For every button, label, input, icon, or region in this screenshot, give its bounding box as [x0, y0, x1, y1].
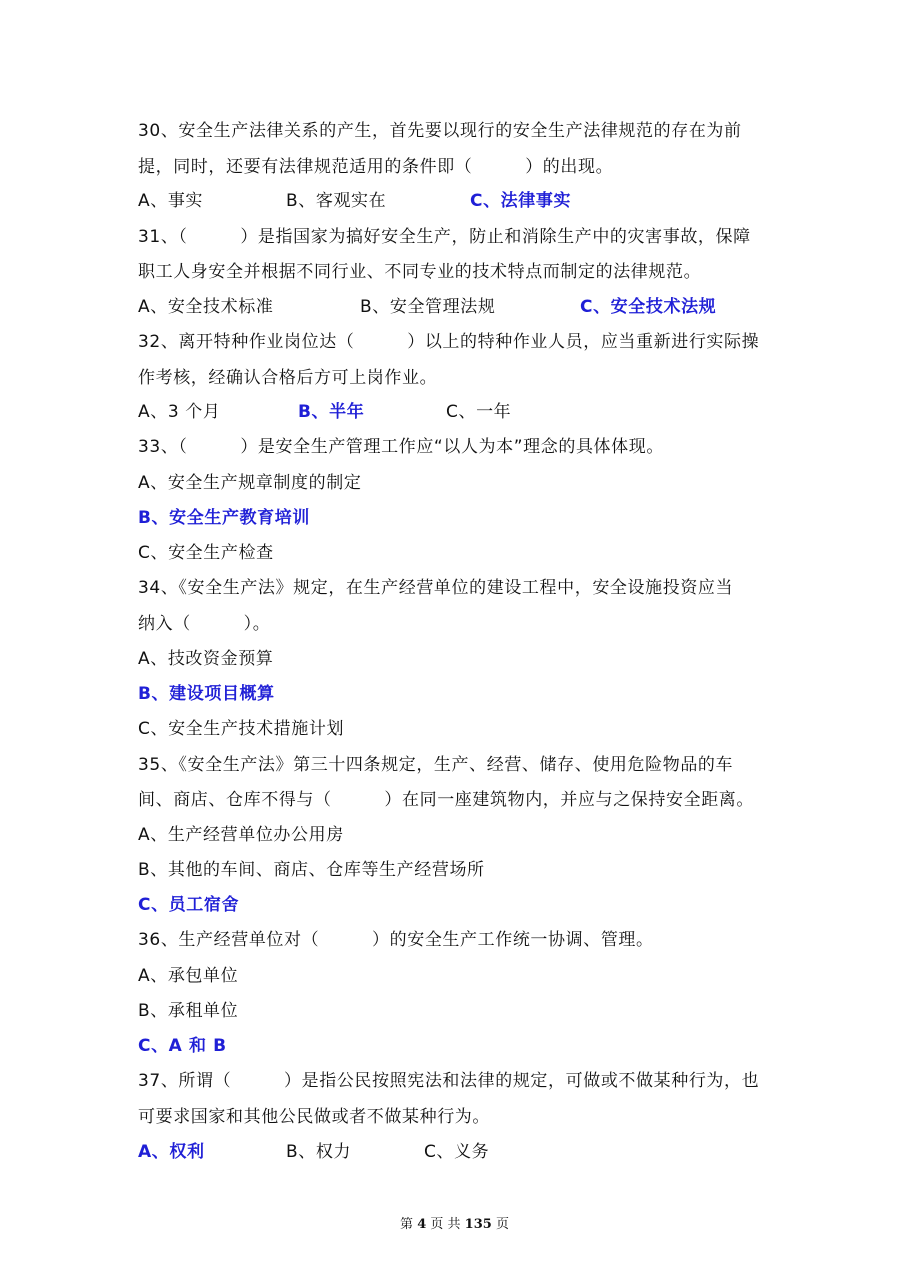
question-31-line-2: 职工人身安全并根据不同行业、不同专业的技术特点而制定的法律规范。 — [138, 262, 702, 282]
question-36-line-1: 36、生产经营单位对（ ）的安全生产工作统一协调、管理。 — [138, 930, 654, 950]
footer-total-pages: 135 — [464, 1217, 492, 1232]
question-35-option-c-answer: C、员工宿舍 — [138, 895, 240, 915]
question-31-line-1: 31、（ ）是指国家为搞好安全生产，防止和消除生产中的灾害事故，保障 — [138, 227, 751, 247]
option-c: C、一年 — [446, 402, 512, 422]
option-b: B、权力 — [286, 1142, 352, 1162]
option-b-answer: B、半年 — [298, 402, 365, 422]
option-c: C、义务 — [424, 1142, 490, 1162]
question-33-option-a: A、安全生产规章制度的制定 — [138, 473, 362, 493]
option-c-answer: C、安全技术法规 — [580, 297, 717, 317]
question-34-line-1: 34、《安全生产法》规定，在生产经营单位的建设工程中，安全设施投资应当 — [138, 578, 734, 598]
question-32-options — [138, 401, 838, 423]
question-37-options — [138, 1141, 838, 1163]
question-36-option-b: B、承租单位 — [138, 1001, 239, 1021]
option-c-answer: C、法律事实 — [470, 191, 572, 211]
footer-middle: 页 共 — [430, 1217, 461, 1232]
option-a: A、事实 — [138, 191, 204, 211]
question-31-options — [138, 296, 838, 318]
question-34-option-b-answer: B、建设项目概算 — [138, 684, 275, 704]
question-32-line-1: 32、离开特种作业岗位达（ ）以上的特种作业人员，应当重新进行实际操 — [138, 332, 760, 352]
footer-prefix: 第 — [400, 1217, 414, 1232]
question-34-option-c: C、安全生产技术措施计划 — [138, 719, 345, 739]
option-b: B、客观实在 — [286, 191, 387, 211]
option-b: B、安全管理法规 — [360, 297, 496, 317]
question-30-line-1: 30、安全生产法律关系的产生，首先要以现行的安全生产法律规范的存在为前 — [138, 121, 742, 141]
question-30-options — [138, 190, 838, 212]
question-35-option-b: B、其他的车间、商店、仓库等生产经营场所 — [138, 860, 485, 880]
footer-suffix: 页 — [495, 1217, 509, 1232]
question-37-line-2: 可要求国家和其他公民做或者不做某种行为。 — [138, 1107, 490, 1127]
question-33-option-b-answer: B、安全生产教育培训 — [138, 508, 310, 528]
question-35-line-2: 间、商店、仓库不得与（ ）在同一座建筑物内，并应与之保持安全距离。 — [138, 790, 754, 810]
question-35-option-a: A、生产经营单位办公用房 — [138, 825, 344, 845]
question-36-option-c-answer: C、A 和 B — [138, 1036, 227, 1056]
question-33-line-1: 33、（ ）是安全生产管理工作应“以人为本”理念的具体体现。 — [138, 437, 664, 457]
question-34-line-2: 纳入（ ）。 — [138, 614, 271, 634]
question-37-line-1: 37、所谓（ ）是指公民按照宪法和法律的规定，可做或不做某种行为，也 — [138, 1071, 760, 1091]
question-34-option-a: A、技改资金预算 — [138, 649, 274, 669]
page-footer — [0, 1213, 909, 1232]
question-32-line-2: 作考核，经确认合格后方可上岗作业。 — [138, 368, 438, 388]
footer-page-number: 4 — [417, 1217, 427, 1232]
question-33-option-c: C、安全生产检查 — [138, 543, 274, 563]
option-a: A、3 个月 — [138, 402, 221, 422]
question-36-option-a: A、承包单位 — [138, 966, 239, 986]
question-35-line-1: 35、《安全生产法》第三十四条规定，生产、经营、储存、使用危险物品的车 — [138, 755, 734, 775]
option-a-answer: A、权利 — [138, 1142, 205, 1162]
question-30-line-2: 提，同时，还要有法律规范适用的条件即（ ）的出现。 — [138, 157, 614, 177]
option-a: A、安全技术标准 — [138, 297, 274, 317]
